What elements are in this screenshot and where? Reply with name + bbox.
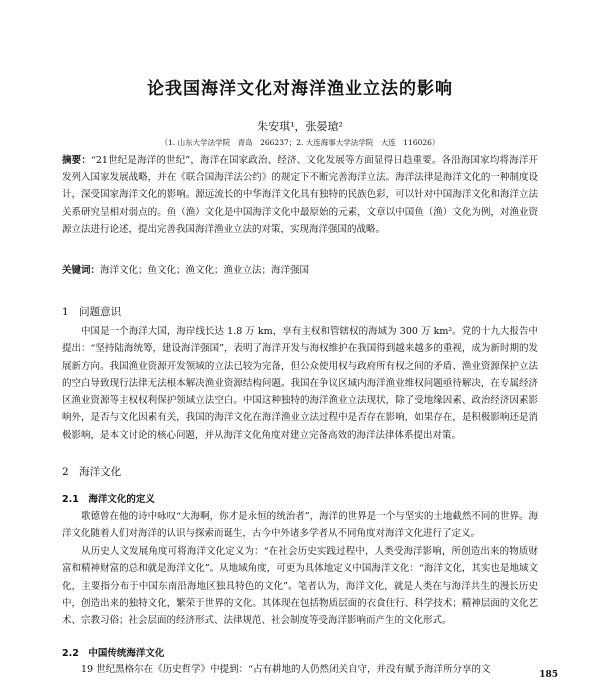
author-affiliations: （1. 山东大学法学院 青岛 266237；2. 大连海事大学法学院 大连 116026） (160, 138, 440, 147)
subsection-2-1-paragraph-1: 歌德曾在他的诗中咏叹“大海啊，你才是永恒的统治者”，海洋的世界是一个与坚实的土地截然不同的世界。海洋文化随着人们对海洋的认识与探索而诞生，古今中外诸多学者从不同角度对海洋文化进行了定义。 (62, 511, 538, 540)
subsection-2-1-heading: 2.1 海洋文化的定义 (62, 494, 155, 505)
paper-title: 论我国海洋文化对海洋渔业立法的影响 (147, 79, 453, 99)
subsection-2-2-paragraph-1: 19 世纪黑格尔在《历史哲学》中提到：“占有耕地的人仍然闭关自守，并没有赋予海洋所分享的文 (81, 664, 491, 675)
abstract-text: “21世纪是海洋的世纪”，海洋在国家政治、经济、文化发展等方面显得日趋重要。各沿海国家均将海洋开发列入国家发展战略，并在《联合国海洋法公约》的规定下不断完善海洋立法。海洋法律是海洋文化的一种制度设计，深受国家海洋文化的影响。源远流长的中华海洋文化具有独特的民族色彩，可以针对中国海洋文化和海洋立法关系研究呈相对弱点的。鱼（渔）文化是中国海洋文化中最原始的元素，文章以中国鱼（渔）文化为例，对渔业资源立法进行论述，提出完善我国海洋渔业立法的对策，实现海洋强国的战略。 (62, 155, 538, 235)
page-number: 185 (539, 670, 558, 680)
keywords-text: 海洋文化；鱼文化；渔文化；渔业立法；海洋强国 (100, 265, 310, 276)
keywords (62, 262, 538, 276)
paper-authors: 朱安琪¹，张晏瑲² (257, 120, 343, 133)
abstract (62, 152, 538, 238)
section-1-paragraph: 中国是一个海洋大国，海岸线长达 1.8 万 km，享有主权和管辖权的海域为 300 万 km²。党的十九大报告中提出：“坚持陆海统筹，建设海洋强国”，表明了海洋开发与海权维护在我国得到越来越多的重视，成为新时期的发展新方向。我国渔业资源开发领域的立法已较为完备，但公众使用权与政府所有权之间的矛盾、渔业资源保护立法的空白导致现行法律无法根本解决渔业资源结构问题。我国在争议区域内海洋渔业维权问题亟待解决，在专属经济区渔业资源等主权权利保护领域立法空白。中国这种独特的海洋渔业立法现状，除了受地缘因素、政治经济因素影响外，是否与文化因素有关，我国的海洋文化在海洋渔业立法过程中是否存在影响，如果存在，是积极影响还是消极影响，是本文讨论的核心问题，并从海洋文化角度对建立完备高效的海洋法律体系提出对策。 (62, 326, 538, 441)
keywords-label: 关键词： (62, 265, 101, 276)
section-1-heading: 1 问题意识 (62, 306, 122, 318)
subsection-2-1-paragraph-2: 从历史人文发展角度可将海洋文化定义为：“在社会历史实践过程中，人类受海洋影响，所创造出来的物质财富和精神财富的总和就是海洋文化”。从地域角度，可更为具体地定义中国海洋文化：“海洋文化，其实也是地域文化，主要指分布于中国东南沿海地区独具特色的文化”。笔者认为，海洋文化，就是人类在与海洋共生的漫长历史中，创造出来的独特文化，繁荣于世界的文化。其体现在包括物质层面的衣食住行、科学技术；精神层面的文化艺术、宗教习俗；社会层面的经济形式、法律规范、社会制度等受海洋影响而产生的文化形式。 (62, 546, 538, 627)
abstract-label: 摘要： (62, 155, 91, 166)
section-2-heading: 2 海洋文化 (62, 466, 122, 478)
subsection-2-2-heading: 2.2 中国传统海洋文化 (62, 648, 165, 659)
